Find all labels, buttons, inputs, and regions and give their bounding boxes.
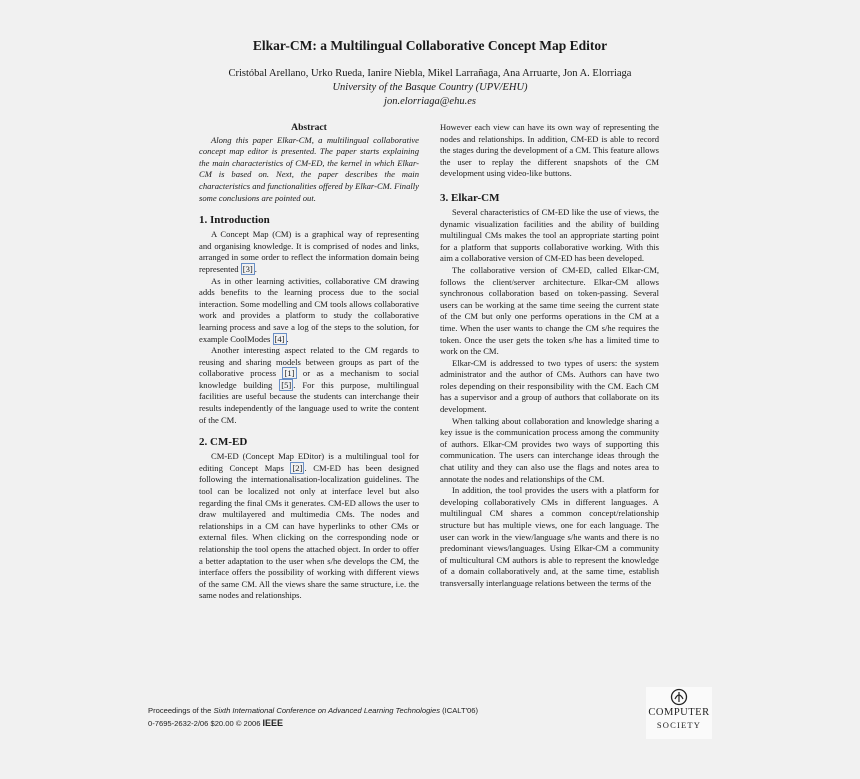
paragraph: In addition, the tool provides the users with a platform for developing collaboratively CMs in different languages. A multilingual CM shares a common concept/relationship structure but has multiple views, one for each language. The user can work in the view/language s/he wants and there is no predominant views/languages. Using Elkar-CM a community of multicultural CM authors is able to represent the knowledge of a domain collaboratively and, at the same time, establish transversally interlanguage relations between the terms of the	[440, 485, 659, 588]
footer-line-proceedings: Proceedings of the Sixth International Conference on Advanced Learning Technologies (ICALT'06)	[148, 706, 479, 715]
paragraph: When talking about collaboration and knowledge sharing a key issue is the communication process among the community of authors. Elkar-CM provides two ways of supporting this communication. The users can interchange ideas through the chat utility and they can also use the flags and notes area to annotate the nodes and relationships of the CM.	[440, 415, 659, 484]
footer-line-copyright: 0-7695-2632-2/06 $20.00 © 2006 IEEE	[148, 718, 284, 728]
affiliation: University of the Basque Country (UPV/EHU)	[332, 82, 528, 93]
section-heading-elkar-cm: 3. Elkar-CM	[440, 191, 500, 204]
right-column	[440, 122, 659, 590]
author-list: Cristóbal Arellano, Urko Rueda, Ianire Niebla, Mikel Larrañaga, Ana Arruarte, Jon A. Elorriaga	[228, 68, 632, 79]
paragraph: The collaborative version of CM-ED, called Elkar-CM, follows the client/server architecture. Elkar-CM allows synchronous collaboration based on token-passing. Several users can be working at the same time seeing the current state of the CM but only one performs operations in the CM at a time. When the user wants to change the CM s/he requires the token. Once the user gets the token s/he has a limited time to work on the CM.	[440, 264, 659, 357]
ieee-computer-society-icon	[670, 688, 688, 706]
paragraph: However each view can have its own way of representing the nodes and relationships. In addition, CM-ED is able to record the stages during the development of a CM. This feature allows the user to replay the different snapshots of the CM development using video-like buttons.	[440, 122, 659, 179]
paragraph: Several characteristics of CM-ED like the use of views, the dynamic visualization facilities and the ability of building multilingual CMs makes the tool an appropriate starting point for a platform that supports collaborative working. With this aim a collaborative version of CM-ED has been developed.	[440, 206, 659, 264]
paragraph: Another interesting aspect related to the CM regards to reusing and sharing models between groups as part of the collaborative process [1] or as a mechanism to social knowledge building [5] . For this purpose, multilingual facilities are useful because the students can interchange their results independently of the language used to write the content of the CM.	[199, 345, 419, 425]
paragraph: CM-ED (Concept Map EDitor) is a multilingual tool for editing Concept Maps [2] . CM-ED has been designed following the internationalisation-localization guidelines. The tool can be localized not only at interface level but also regarding the final CMs it generates. CM-ED allows the user to draw multilayered and multimedia CMs. The nodes and relationships in a CM can have hyperlinks to other CMs or external files. When clicking on the corresponding node or relationship the tool opens the attached object. In order to offer a better adaptation to the user when s/he develops the CM, the interface offers the possibility of working with different views of the same CM. All the views share the same structure, i.e. the same nodes and relationships.	[199, 451, 419, 601]
left-column	[199, 122, 419, 602]
abstract-heading: Abstract	[291, 122, 327, 133]
citation-link[interactable]: [1]	[284, 368, 295, 379]
paragraph: A Concept Map (CM) is a graphical way of representing and organising knowledge. It is comprised of nodes and links, arranged in some order to reflect the information domain being represented [3] .	[199, 229, 419, 274]
paragraph: As in other learning activities, collaborative CM drawing adds benefits to the learning process due to the social interaction. Some modelling and CM tools allows collaborative work and provides a platform to study the collaborative learning process and save a log of the steps to the solution, for example CoolModes [4] .	[199, 275, 419, 344]
ieee-logo-text: IEEE	[262, 718, 284, 728]
citation-link[interactable]: [4]	[274, 333, 285, 344]
citation-link[interactable]: [3]	[242, 263, 253, 274]
logo-text-society: SOCIETY	[656, 720, 702, 730]
logo-text-computer: COMPUTER	[648, 707, 710, 718]
section-heading-cm-ed: 2. CM-ED	[199, 436, 248, 449]
paper-title: Elkar-CM: a Multilingual Collaborative Concept Map Editor	[252, 38, 608, 53]
section-heading-introduction: 1. Introduction	[199, 214, 270, 227]
author-email: jon.elorriaga@ehu.es	[384, 96, 476, 107]
paragraph: Elkar-CM is addressed to two types of users: the system administrator and the author of CMs. Authors can have two roles depending on their responsibility with the CM. Each CM has a supervisor and a group of authors that collaborate on its development.	[440, 357, 659, 415]
proceedings-footer	[148, 704, 478, 730]
abstract-text: Along this paper Elkar-CM, a multilingual collaborative concept map editor is presented. The paper starts explaining the main characteristics of CM-ED, the kernel in which Elkar-CM is based on. Next, the paper describes the main characteristics and functionalities offered by Elkar-CM. Finally some conclusions are pointed out.	[199, 134, 419, 203]
computer-society-logo	[646, 687, 712, 739]
citation-link[interactable]: [2]	[292, 462, 303, 473]
citation-link[interactable]: [5]	[281, 379, 292, 390]
